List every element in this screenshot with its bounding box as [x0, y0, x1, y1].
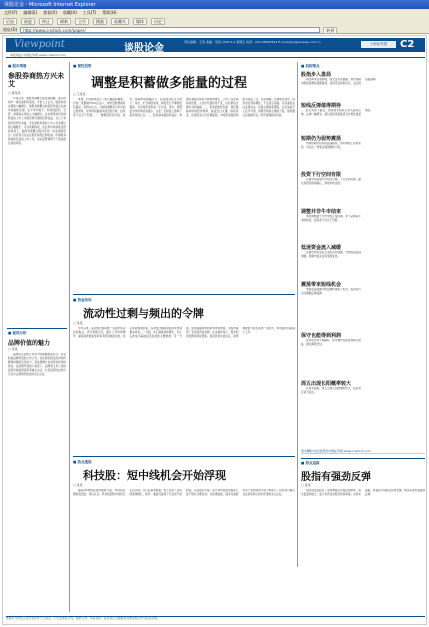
- browser-chrome: [0, 0, 429, 34]
- middle-kicker: ■ 资金动向: [73, 298, 92, 302]
- right-bottom-article-body: [301, 489, 425, 613]
- main-headline: 调整是积蓄做多能量的过程: [91, 76, 248, 91]
- newspaper-page: [2, 35, 427, 625]
- left-headline-2: 品牌价值的魅力: [8, 340, 51, 347]
- left-article-text-2: 品牌是企业核心竞争力的重要组成部分。具有较高品牌价值的上市公司，往往拥有稳定的市场份额和较强的定价能力，其业绩增长也具有较好的持续性。在消费升级的大背景下，品牌类上市公司的投资价值值得投资者重点关注，尤其是那些在细分行业中占据领先地位的龙头企业。: [8, 353, 66, 377]
- right-bottom-byline: □ 某某: [301, 483, 311, 487]
- favorites-button[interactable]: 收藏夹: [111, 18, 129, 25]
- brief-body: [301, 178, 425, 204]
- middle-headline: 流动性过剩与频出的令牌: [83, 307, 204, 320]
- masthead-logo: Viewpoint: [14, 39, 65, 50]
- brief-title: 周五出现长阳概率较大: [301, 381, 352, 387]
- section-divider: [73, 294, 295, 295]
- column-divider: [297, 62, 298, 567]
- left-byline-2: □ 某某: [8, 347, 18, 351]
- brief-title: 低迷资金流入减缓: [301, 245, 342, 251]
- section-title: 谈股论金: [124, 43, 164, 54]
- section-divider: [7, 328, 67, 329]
- menu-edit[interactable]: 编辑(E): [23, 9, 38, 15]
- brief-body: [301, 78, 425, 98]
- left-article-body: [8, 97, 66, 325]
- right-bottom-kicker: ■ 热点追踪: [301, 461, 320, 465]
- page-footer: 本版所刊登文章仅代表作者个人观点，不代表本报立场。据此入市，风险自担。投资者应当根据自身情况独立作出投资决策。: [6, 616, 425, 624]
- brief-body: [301, 288, 425, 328]
- middle-article-text: 今年以来，流动性过剩问题一直是市场关注的焦点。央行频频出手，通过公开市场操作、提高存款准备金率等手段回收流动性。但从实际效果来看，流动性过剩的局面并未得到根本改变。一方面，外汇储备持续增长，外汇占款成为基础货币投放的主要渠道；另一方面，居民储蓄存款向资本市场转移，为股市提供了充足的资金来源。在这种背景下，股市的资金推动特征明显。但投资者也需注意，政策调控的力度可能进一步加大，市场波动风险随之上升。: [73, 327, 295, 339]
- search-button[interactable]: 搜索: [93, 18, 107, 25]
- title-bar: [0, 0, 429, 9]
- brief-title: 调整并非牛市结束: [301, 209, 342, 215]
- stop-button[interactable]: 停止: [39, 18, 53, 25]
- left-article-body-2: [8, 353, 66, 611]
- menu-file[interactable]: 文件(F): [4, 9, 18, 15]
- brief-text: 近期市场资金流入速度有所放缓，导致股指震荡加剧，短期内需关注资金面变化。: [301, 251, 361, 259]
- brief-text: 目前市场估值水平相对合理，下行空间有限，建议投资者保持耐心，等待市场企稳。: [301, 178, 361, 186]
- middle-article-body: [73, 327, 295, 453]
- left-article-text: 年初以来，参股券商概念股表现抢眼，成为市场中一道亮丽的风景线。分析人士认为，随着券商业绩的大幅增长，参股券商概念的投资价值正在被市场重新发现。在牛市环境下，券商的经纪、自营、承销等业务收入大幅增长，这也使得持有券商股权的上市公司将获得可观的投资收益。从已公布的年报预告来看，多家参股券商的上市公司业绩出现大幅增长。可以预期的是，在证券市场持续活跃的背景下，参股券商概念股仍有进一步表现的机会。投资者可以关注那些持股比例较高、所参股券商质地优良的上市公司，但也需警惕部分个股估值过高的风险。: [8, 97, 66, 146]
- brief-text: 周四两市震荡整理，成交量有所萎缩。预计短期内股指将维持盘整格局，投资者宜控制仓位，关注低估值品种。: [301, 78, 378, 86]
- masthead: [6, 38, 425, 52]
- toolbar: [0, 16, 429, 26]
- menu-view[interactable]: 查看(V): [43, 9, 57, 15]
- brief-text: 经过连续下跌后，短线技术指标已进入超卖区域，反弹一触即发。建议投资者逢低适当布局优质蓝筹股。: [301, 109, 373, 117]
- brief-body: [301, 215, 425, 241]
- brief-title: 短期仍为弱势震荡: [301, 136, 342, 142]
- column-divider: [69, 62, 70, 612]
- ad-link[interactable]: 更多精彩内容请登录中国证券网 www.cnstock.com: [301, 449, 425, 454]
- refresh-button[interactable]: 刷新: [57, 18, 71, 25]
- main-article-body: [73, 98, 295, 291]
- address-input[interactable]: http://www.cnstock.com/paper/: [20, 27, 320, 33]
- main-kicker: ■ 理性投资: [73, 64, 92, 68]
- history-button[interactable]: 历史: [151, 18, 165, 25]
- brief-title: 股指步入盘局: [301, 72, 332, 78]
- middle-headline-2: 科技股：短中线机会开始浮现: [83, 469, 226, 482]
- middle-byline-2: □ 某某: [73, 483, 83, 487]
- brief-text: 市场震荡加剧为短线操作提供了机会，投资者可关注超跌反弹品种。: [301, 288, 361, 296]
- brief-title: 投资下行空间有限: [301, 172, 342, 178]
- go-button[interactable]: 转到: [323, 27, 337, 34]
- brief-body: [301, 109, 425, 131]
- middle-article-body-2: [73, 489, 295, 613]
- section-divider: [301, 458, 425, 459]
- left-kicker-2: ■ 板块分析: [8, 331, 27, 335]
- brief-body: [301, 142, 425, 168]
- right-bottom-article-text: 周四股指在经历了连续调整后出现企稳迹象，成交量温和放大，显示有资金在低位积极承接。从技术面看，股指在年线附近获得支撑，短线有望出现强劲反弹。: [301, 489, 425, 497]
- forward-button[interactable]: 前进: [21, 18, 35, 25]
- window-title: 谈股论金 - Microsoft Internet Explorer: [4, 2, 96, 8]
- brief-text: 市场短期仍将延续震荡格局，但中期向上趋势未改。可关注一季度业绩预增的个股。: [301, 142, 361, 150]
- brief-body: [301, 251, 425, 277]
- menu-tools[interactable]: 工具(T): [82, 9, 97, 15]
- masthead-info: 责任编辑：王某 美编：某某 2007.2.2 星期五 电话：021-38967812 E-mail:plyz@ssnews.com.cn: [184, 40, 321, 44]
- brief-body: [301, 339, 425, 375]
- paper-name: 上海证券报: [361, 41, 396, 48]
- right-kicker: ■ 机构观点: [301, 64, 320, 68]
- brief-text: 从技术面看，周五出现长阳的概率较大，投资者可适当关注。: [301, 387, 361, 395]
- home-button[interactable]: 主页: [75, 18, 89, 25]
- section-divider: [73, 456, 295, 457]
- back-button[interactable]: 后退: [3, 18, 17, 25]
- middle-article-text-2: 随着3G牌照发放预期的升温，科技股近期表现活跃。我们认为，科技股的短中线机会正在浮现。从行业基本面看，电子信息产业持续高速增长，软件、通信设备等子行业景气度较高；从估值水平看，部分科技股的市盈率已处于相对合理区间；从政策面看，国家对高新技术产业的扶持力度不断加大。投资者可重点关注具有核心技术优势的龙头企业。: [73, 489, 295, 497]
- menu-help[interactable]: 帮助(H): [102, 9, 117, 15]
- left-headline: 参股券商热方兴未艾: [8, 72, 64, 88]
- address-bar: [0, 26, 429, 34]
- brief-title: 保守也能得到利润: [301, 333, 342, 339]
- address-label: 地址(D): [3, 27, 18, 32]
- menu-favorites[interactable]: 收藏(A): [62, 9, 77, 15]
- middle-kicker-2: ■ 热点透视: [73, 460, 92, 464]
- page-number: C2: [400, 39, 415, 50]
- right-bottom-headline: 股指有强劲反弹: [301, 472, 371, 483]
- brief-title: 震荡带来短线机会: [301, 282, 342, 288]
- main-byline: □ 王某某: [73, 92, 86, 96]
- left-byline: □ 陈某某: [8, 91, 21, 95]
- brief-title: 短线反弹值得期待: [301, 103, 342, 109]
- brief-body: [301, 387, 425, 447]
- media-button[interactable]: 媒体: [133, 18, 147, 25]
- main-article-text: 本周，沪深两市经历了较大幅度的调整，沪指一度跌破2700点关口，市场恐慌情绪有所蔓延。但我们认为，当前的调整是牛市中的正常现象，是市场积蓄做多能量的过程，投资者不必过于悲观。一、调整的原因分析：首先，前期市场涨幅过大，获利盘回吐压力较大；其次，扩容速度加快，新股发行节奏明显提速，对市场资金形成一定分流；再次，管理层对市场风险的提示，也在一定程度上影响了投资者的心态。二、经济基本面依然良好：我国宏观经济保持平稳较快增长，上市公司业绩持续改善，人民币升值趋势不变，这些都是支撑牛市的基础。三、资金面依然充裕：居民储蓄持续向股市转移，基金发行火爆，保险资金、社保资金入市比例提高，市场资金面依然较为宽松。四、投资策略：在调整过程中，投资者应保持理性，不宜盲目杀跌。可以逢低关注业绩优良、估值合理的蓝筹股，以及受益于人民币升值、消费升级等主题的个股。同时要注意控制仓位，防范短期波动风险。: [73, 98, 295, 118]
- subhead: 本报网站·中国证券网 www.cnstock.com: [6, 53, 425, 58]
- brief-text: 本轮调整属于牛市中的正常回调，并不意味着牛市的结束，投资者不必过于恐慌。: [301, 215, 361, 223]
- menu-bar: [0, 9, 429, 16]
- brief-text: 在市场方向不明朗时，保守操作也能获得稳定收益，建议降低仓位。: [301, 339, 361, 347]
- left-kicker: ■ 股市观察: [8, 64, 27, 68]
- middle-byline: □ 某某: [73, 321, 83, 325]
